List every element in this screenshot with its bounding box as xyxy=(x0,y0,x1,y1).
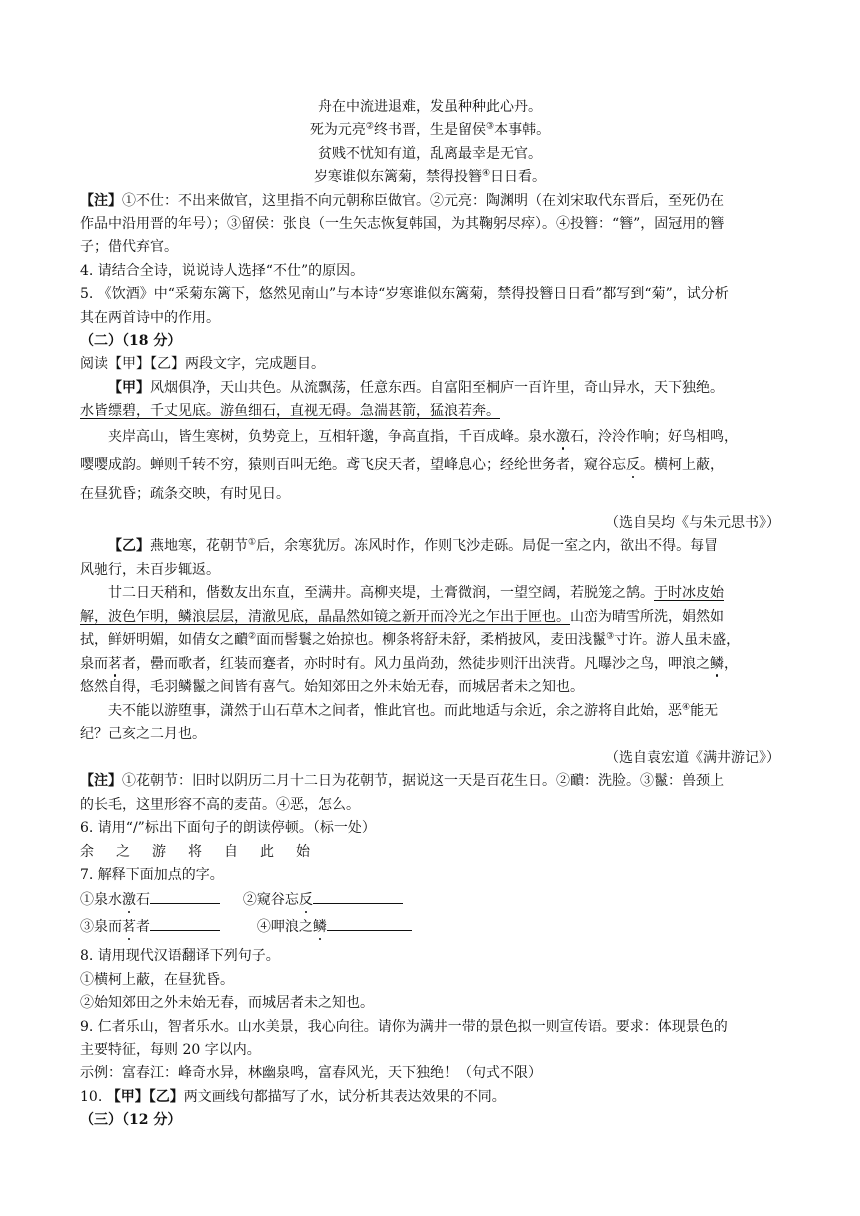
poem-line-1: 舟在中流进退难，发虽种种此心丹。 xyxy=(318,99,542,115)
exam-page xyxy=(80,96,780,1133)
poem-line-3: 贫贱不忧知有道，乱离最幸是无官。 xyxy=(318,145,542,162)
answer-blank[interactable] xyxy=(327,916,412,931)
dotted-char: 茗 xyxy=(108,655,122,672)
answer-blank[interactable] xyxy=(150,916,220,931)
section-2-heading: （二）（18 分） xyxy=(80,333,182,350)
source-citation: （选自吴均《与朱元思书》） xyxy=(605,515,780,532)
question-7: 7. 解释下面加点的字。 xyxy=(80,867,224,883)
dotted-char: 反 xyxy=(298,892,313,909)
note-label: 【注】 xyxy=(80,192,122,209)
dotted-char: 激 xyxy=(556,428,570,445)
dotted-char: 鳞 xyxy=(312,919,327,936)
question-9-line-2: 主要特征，每则 20 字以内。 xyxy=(80,1042,261,1059)
dotted-char: 鳞 xyxy=(710,655,724,672)
passage-jia: 【甲】风烟俱净，天山共色。从流飘荡，任意东西。自富阳至桐庐一百许里，奇山异水，天下独绝。 水皆缥碧，千丈见底。游鱼细石，直视无碍。急湍甚箭，猛浪若奔。 夹岸高山，皆生寒树，负势竞上，互相轩邈，争高直指，千百成峰。泉水激石，泠泠作响；好鸟相鸣， 嘤嘤成韵。蝉则千转不穷，猿则百叫无绝。鸢飞戾天者，望峰息心；经纶世务者，窥谷忘反。横柯上蔽， 在昼犹昏；疏条交映，有时见日。 （选自吴均《与朱元思书》） xyxy=(80,377,780,536)
poem-line-2: 死为元亮②终书晋，生是留侯③本事韩。 xyxy=(309,121,551,139)
question-4: 4. 请结合全诗，说说诗人选择“不仕”的原因。 xyxy=(80,262,365,279)
passage-yi-label: 【乙】 xyxy=(108,538,150,555)
dotted-char: 激 xyxy=(122,892,136,909)
passage-yi: 【乙】燕地寒，花朝节①后，余寒犹厉。冻风时作，作则飞沙走砾。局促一室之内，欲出不得。每冒 风驰行，未百步辄返。 廿二日天稍和，偕数友出东直，至满井。高柳夹堤，土膏微润，一望空阔，若脱笼之鹄。于时冰皮始 解，波色乍明，鳞浪层层，清澈见底，晶晶然如镜之新开而冷光之乍出于匣也。山峦为晴雪所洗，娟然如 拭，鲜妍明媚，如倩女之靧②面而髻鬟之始掠也。柳条将舒未舒，柔梢披风，麦田浅鬣③寸许。游人虽未盛， 泉而茗者，罍而歌者，红装而蹇者，亦时时有。风力虽尚劲，然徒步则汗出浃背。凡曝沙之鸟，呷浪之鳞， 悠然自得，毛羽鳞鬣之间皆有喜气。始知郊田之外未始无春，而城居者未之知也。 夫不能以游堕事，潇然于山石草木之间者，惟此官也。而此地适与余近，余之游将自此始，恶④能无 纪？己亥之二月也。 （选自袁宏道《满井游记》） xyxy=(80,535,780,770)
question-5-line-1: 5. 《饮酒》中“采菊东篱下，悠然见南山”与本诗“岁寒谁似东篱菊，禁得投簪日日看”都写到“菊”，试分析 xyxy=(80,286,729,303)
underlined-sentence-yi: 于时冰皮始 xyxy=(654,585,724,602)
pause-mark-sentence[interactable]: 余 之 游 将 自 此 始 xyxy=(80,843,310,860)
passage-note: 【注】①花朝节：旧时以阴历二月十二日为花朝节，据说这一天是百花生日。②靧：洗脸。③鬣：兽颈上 的长毛，这里形容不高的麦苗。④恶，怎么。 xyxy=(80,773,724,813)
question-10: 10. 【甲】【乙】两文画线句都描写了水，试分析其表达效果的不同。 xyxy=(80,1088,506,1105)
answer-blank[interactable] xyxy=(150,889,220,904)
note-text: 子；借代弃官。 xyxy=(80,239,178,256)
question-7-row-2: ③泉而茗者 ④呷浪之鳞 xyxy=(80,914,780,941)
question-8-sentence-2: ②始知郊田之外未始无春，而城居者未之知也。 xyxy=(80,995,374,1012)
question-6: 6. 请用“/”标出下面句子的朗读停顿。（标一处） xyxy=(80,820,376,837)
question-9-example: 示例：富春江：峰奇水异，林幽泉鸣，富春风光，天下独绝！（句式不限） xyxy=(80,1065,542,1082)
poem-line-4: 岁寒谁似东篱菊，禁得投簪④日日看。 xyxy=(313,168,547,186)
note-text: ①不仕：不出来做官，这里指不向元朝称臣做官。②元亮：陶渊明（在刘宋取代东晋后，至死仍在 xyxy=(122,192,724,209)
poem xyxy=(80,96,780,190)
note-label: 【注】 xyxy=(80,773,122,790)
underlined-sentence-yi: 解，波色乍明，鳞浪层层，清澈见底，晶晶然如镜之新开而冷光之乍出于匣也。 xyxy=(80,608,570,625)
dotted-char: 反 xyxy=(626,457,640,474)
question-8-sentence-1: ①横柯上蔽，在昼犹昏。 xyxy=(80,971,234,988)
source-citation: （选自袁宏道《满井游记》） xyxy=(605,749,780,766)
section-2-intro: 阅读【甲】【乙】两段文字，完成题目。 xyxy=(80,356,325,373)
section-3-heading: （三）（12 分） xyxy=(80,1112,182,1129)
dotted-char: 茗 xyxy=(122,919,136,936)
answer-blank[interactable] xyxy=(313,889,403,904)
passage-jia-label: 【甲】 xyxy=(108,379,150,396)
poem-note xyxy=(80,190,780,260)
question-7-row-1: ①泉水激石 ②窥谷忘反 xyxy=(80,887,780,914)
question-9-line-1: 9. 仁者乐山，智者乐水。山水美景，我心向往。请你为满井一带的景色拟一则宣传语。要求：体现景色的 xyxy=(80,1018,728,1035)
note-text: 作品中沿用晋的年号）；③留侯：张良（一生矢志恢复韩国，为其鞠躬尽瘁）。④投簪：“簪”，固冠用的簪 xyxy=(80,216,725,233)
question-5-line-2: 其在两首诗中的作用。 xyxy=(80,309,220,326)
underlined-sentence-jia: 水皆缥碧，千丈见底。游鱼细石，直视无碍。急湍甚箭，猛浪若奔。 xyxy=(80,402,500,419)
question-8: 8. 请用现代汉语翻译下列句子。 xyxy=(80,948,280,965)
